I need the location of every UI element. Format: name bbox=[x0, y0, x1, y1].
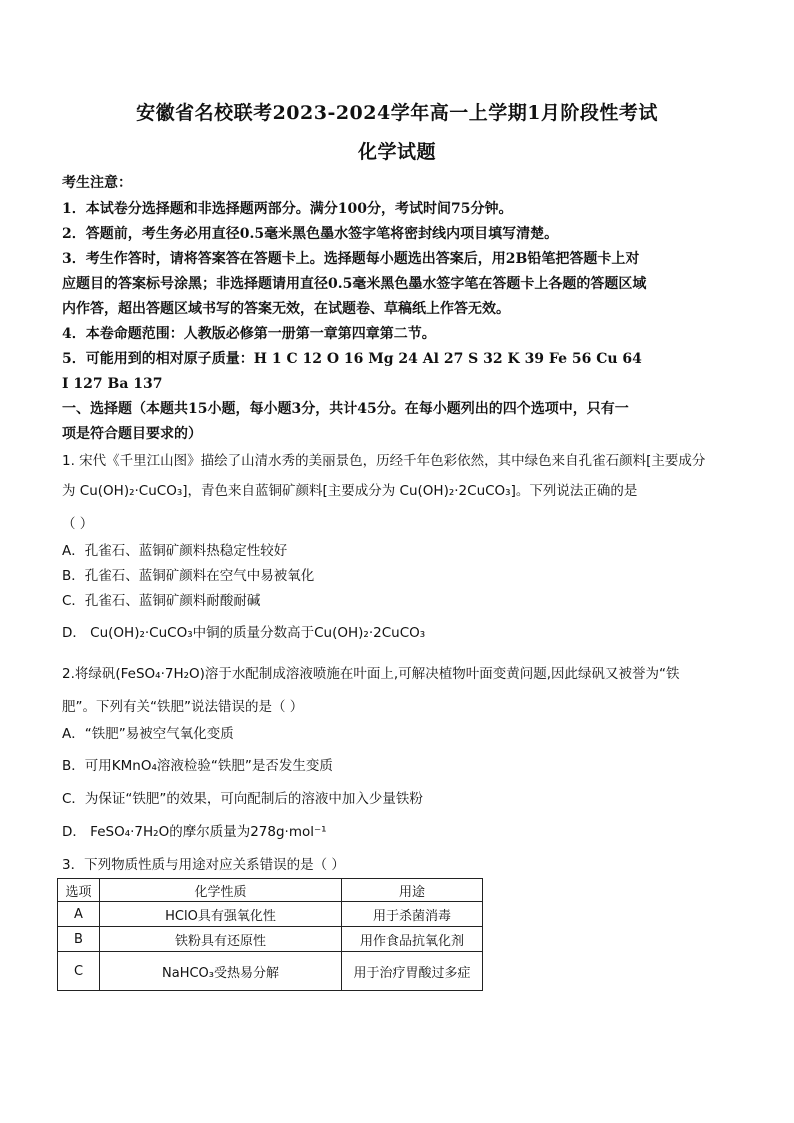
column-header: 用途 bbox=[342, 879, 483, 902]
question-2-option-a: A．“铁肥”易被空气氧化变质 bbox=[62, 726, 234, 742]
question-1-option-a: A．孔雀石、蓝铜矿颜料热稳定性较好 bbox=[62, 543, 288, 559]
column-header: 选项 bbox=[58, 879, 100, 902]
table-cell: 铁粉具有还原性 bbox=[100, 927, 342, 952]
table-cell: C bbox=[58, 952, 100, 991]
question-1-option-d: D． Cu(OH)₂·CuCO₃中铜的质量分数高于Cu(OH)₂·2CuCO₃ bbox=[62, 625, 426, 641]
notice-item: 应题目的答案标号涂黑；非选择题请用直径0.5毫米黑色墨水签字笔在答题卡上各题的答题区域 bbox=[62, 276, 647, 292]
section-heading: 一、选择题（本题共15小题，每小题3分，共计45分。在每小题列出的四个选项中，只有一 bbox=[62, 401, 629, 417]
table-cell: HClO具有强氧化性 bbox=[100, 902, 342, 927]
notice-item: 4．本卷命题范围：人教版必修第一册第一章第四章第二节。 bbox=[62, 326, 436, 342]
exam-subject: 化学试题 bbox=[357, 141, 436, 163]
question-2-option-d: D． FeSO₄·7H₂O的摩尔质量为278g·mol⁻¹ bbox=[62, 824, 327, 840]
question-1-option-b: B．孔雀石、蓝铜矿颜料在空气中易被氧化 bbox=[62, 568, 315, 584]
notice-item: 2．答题前，考生务必用直径0.5毫米黑色墨水签字笔将密封线内项目填写清楚。 bbox=[62, 226, 559, 242]
column-header: 化学性质 bbox=[100, 879, 342, 902]
table-row bbox=[58, 902, 483, 927]
notice-item: 5．可能用到的相对原子质量：H 1 C 12 O 16 Mg 24 Al 27 S 32 K 39 Fe 56 Cu 64 bbox=[62, 351, 642, 367]
notice-heading: 考生注意： bbox=[62, 175, 132, 191]
exam-title: 安徽省名校联考2023-2024学年高一上学期1月阶段性考试 bbox=[136, 102, 658, 124]
question-1-option-c: C．孔雀石、蓝铜矿颜料耐酸耐碱 bbox=[62, 593, 261, 609]
section-heading-cont: 项是符合题目要求的） bbox=[62, 426, 202, 442]
table-cell: 用作食品抗氧化剂 bbox=[342, 927, 483, 952]
question-2-stem: 2.将绿矾(FeSO₄·7H₂O)溶于水配制成溶液喷施在叶面上,可解决植物叶面变黄问题,因此绿矾又被誉为“铁 bbox=[62, 666, 680, 682]
question-2-stem: 肥”。下列有关“铁肥”说法错误的是（ ） bbox=[62, 699, 304, 715]
notice-item: I 127 Ba 137 bbox=[62, 376, 163, 392]
table-header-row bbox=[58, 879, 483, 902]
table-cell: 用于杀菌消毒 bbox=[342, 902, 483, 927]
question-3-table bbox=[57, 878, 483, 991]
question-3-stem: 3．下列物质性质与用途对应关系错误的是（ ） bbox=[62, 857, 345, 873]
question-1-answer-blank: （ ） bbox=[62, 516, 94, 532]
table-row bbox=[58, 927, 483, 952]
question-2-option-b: B．可用KMnO₄溶液检验“铁肥”是否发生变质 bbox=[62, 758, 333, 774]
table-row bbox=[58, 952, 483, 991]
question-2-option-c: C．为保证“铁肥”的效果，可向配制后的溶液中加入少量铁粉 bbox=[62, 791, 423, 807]
question-1-stem: 1. 宋代《千里江山图》描绘了山清水秀的美丽景色，历经千年色彩依然，其中绿色来自孔雀石颜料[主要成分 bbox=[62, 453, 706, 469]
table-cell: A bbox=[58, 902, 100, 927]
table-cell: B bbox=[58, 927, 100, 952]
notice-item: 1．本试卷分选择题和非选择题两部分。满分100分，考试时间75分钟。 bbox=[62, 201, 513, 217]
notice-item: 3．考生作答时，请将答案答在答题卡上。选择题每小题选出答案后，用2B铅笔把答题卡上对 bbox=[62, 251, 640, 267]
table-cell: 用于治疗胃酸过多症 bbox=[342, 952, 483, 991]
notice-item: 内作答，超出答题区域书写的答案无效，在试题卷、草稿纸上作答无效。 bbox=[62, 301, 510, 317]
question-1-stem: 为 Cu(OH)₂·CuCO₃]，青色来自蓝铜矿颜料[主要成分为 Cu(OH)₂·2CuCO₃]。下列说法正确的是 bbox=[62, 483, 638, 499]
table-cell: NaHCO₃受热易分解 bbox=[100, 952, 342, 991]
